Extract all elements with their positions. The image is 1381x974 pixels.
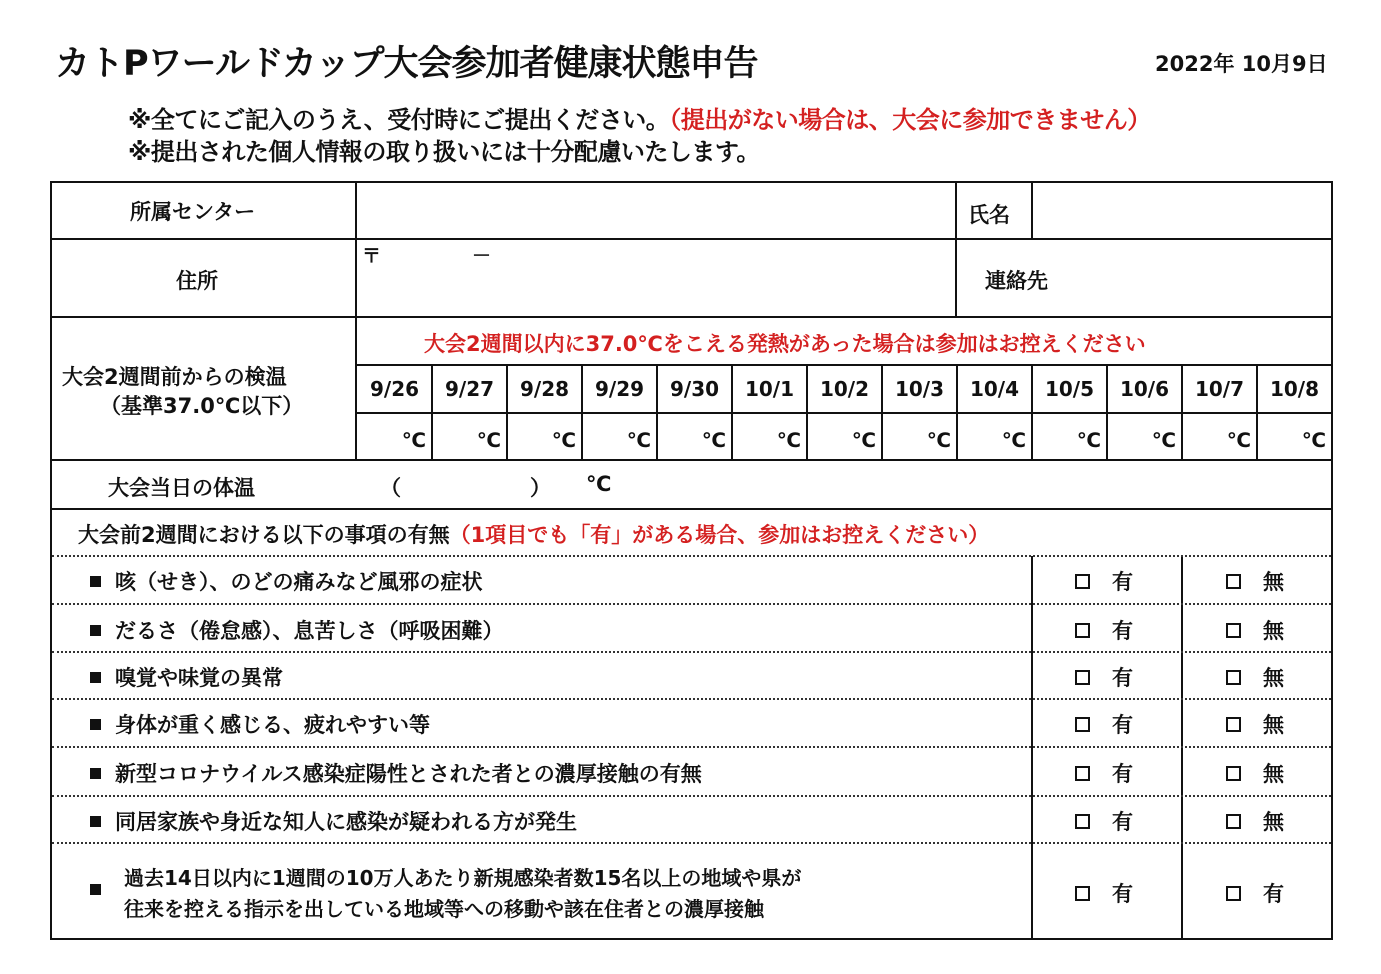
- temperature-input-cell[interactable]: ℃: [476, 428, 501, 452]
- temperature-input-cell[interactable]: ℃: [926, 428, 951, 452]
- checkbox-label: 有: [1112, 570, 1133, 594]
- symptom-text-line2: 往来を控える指示を出している地域等への移動や該在住者との濃厚接触: [124, 897, 764, 921]
- checkbox-label: 無: [1263, 570, 1284, 594]
- col-line: [355, 181, 357, 461]
- postal-mark: 〒: [362, 245, 382, 267]
- checkbox-label: 無: [1263, 713, 1284, 737]
- date-cell: 10/3: [894, 377, 945, 401]
- symptom-text: 身体が重く感じる、疲れやすい等: [115, 713, 430, 737]
- col-line: [1031, 181, 1033, 240]
- symptom-item: [90, 566, 483, 596]
- checkbox-yes[interactable]: [1075, 806, 1133, 836]
- name-label: 氏名: [968, 203, 1010, 227]
- symptom-item-bullet: [90, 878, 115, 902]
- date-cell: 10/8: [1269, 377, 1320, 401]
- bullet-square-icon: [90, 625, 101, 636]
- bullet-square-icon: [90, 768, 101, 779]
- checkbox-icon[interactable]: [1075, 886, 1090, 901]
- checkbox-label: 有: [1112, 882, 1133, 906]
- date-cell: 9/30: [669, 377, 720, 401]
- checkbox-label: 有: [1112, 810, 1133, 834]
- checkbox-icon[interactable]: [1226, 670, 1241, 685]
- day-temperature-label: 大会当日の体温: [108, 476, 255, 500]
- row-line: [50, 238, 1333, 240]
- address-field[interactable]: [358, 241, 954, 315]
- dotted-separator: [52, 842, 1331, 844]
- symptom-item: [90, 709, 430, 739]
- date-cell: 10/5: [1044, 377, 1095, 401]
- bullet-square-icon: [90, 816, 101, 827]
- checkbox-label: 有: [1112, 666, 1133, 690]
- checkbox-icon[interactable]: [1075, 670, 1090, 685]
- checkbox-label: 有: [1263, 882, 1284, 906]
- col-line: [955, 181, 957, 318]
- date-cell: 9/26: [369, 377, 420, 401]
- temperature-warning: 大会2週間以内に37.0℃をこえる発熱があった場合は参加はお控えください: [424, 332, 1146, 356]
- center-field[interactable]: [358, 184, 954, 237]
- temperature-criteria: （基準37.0℃以下）: [100, 394, 304, 418]
- symptom-item: [90, 758, 702, 788]
- temperature-input-cell[interactable]: ℃: [851, 428, 876, 452]
- checkbox-no[interactable]: [1226, 566, 1284, 596]
- checkbox-icon[interactable]: [1226, 766, 1241, 781]
- dotted-separator: [52, 651, 1331, 653]
- row-line: [50, 316, 1333, 318]
- temperature-input-cell[interactable]: ℃: [776, 428, 801, 452]
- checkbox-label: 有: [1112, 762, 1133, 786]
- dotted-separator: [52, 555, 1331, 557]
- symptom-text-line1: 過去14日以内に1週間の10万人あたり新規感染者数15名以上の地域や県が: [124, 866, 802, 890]
- instruction-note-1: [128, 100, 1151, 135]
- instruction-note-1-warning: （提出がない場合は、大会に参加できません）: [669, 106, 1151, 134]
- row-line: [50, 508, 1333, 510]
- symptom-text: 新型コロナウイルス感染症陽性とされた者との濃厚接触の有無: [115, 762, 702, 786]
- dotted-separator: [52, 603, 1331, 605]
- checkbox-label: 無: [1263, 762, 1284, 786]
- checkbox-yes[interactable]: [1075, 566, 1133, 596]
- symptom-item: [90, 806, 577, 836]
- symptoms-header-warning: （1項目でも「有」がある場合、参加はお控えください）: [449, 523, 990, 547]
- date-cell: 9/28: [519, 377, 570, 401]
- dotted-separator: [52, 698, 1331, 700]
- symptom-text: 嗅覚や味覚の異常: [115, 666, 283, 690]
- temperature-input-cell[interactable]: ℃: [1226, 428, 1251, 452]
- symptom-item: [90, 615, 504, 645]
- checkbox-icon[interactable]: [1226, 717, 1241, 732]
- form-date: 2022年 10月9日: [1155, 52, 1328, 76]
- checkbox-icon[interactable]: [1075, 814, 1090, 829]
- checkbox-label: 無: [1263, 619, 1284, 643]
- checkbox-yes[interactable]: [1075, 709, 1133, 739]
- bullet-square-icon: [90, 884, 101, 895]
- checkbox-yes[interactable]: [1075, 878, 1133, 908]
- bullet-square-icon: [90, 672, 101, 683]
- temperature-input-cell[interactable]: ℃: [1151, 428, 1176, 452]
- date-cell: 10/4: [969, 377, 1020, 401]
- symptoms-header-text: 大会前2週間における以下の事項の有無: [78, 523, 450, 547]
- center-label: 所属センター: [130, 200, 256, 224]
- checkbox-no[interactable]: [1226, 615, 1284, 645]
- symptom-text: 同居家族や身近な知人に感染が疑われる方が発生: [115, 810, 577, 834]
- dotted-separator: [52, 795, 1331, 797]
- symptom-text: だるさ（倦怠感）、息苦しさ（呼吸困難）: [115, 619, 504, 643]
- checkbox-no[interactable]: [1226, 662, 1284, 692]
- temperature-input-cell[interactable]: ℃: [551, 428, 576, 452]
- date-cell: 9/27: [444, 377, 495, 401]
- temperature-input-cell[interactable]: ℃: [401, 428, 426, 452]
- temperature-input-cell[interactable]: ℃: [701, 428, 726, 452]
- symptom-item: [90, 662, 283, 692]
- table-border-top: [50, 181, 1333, 183]
- checkbox-label: 無: [1263, 810, 1284, 834]
- instruction-note-2: ※提出された個人情報の取り扱いには十分配慮いたします。: [128, 138, 760, 166]
- symptoms-header: [78, 519, 989, 549]
- table-border-left: [50, 181, 52, 940]
- symptom-text: 咳（せき）、のどの痛みなど風邪の症状: [115, 570, 483, 594]
- date-cell: 10/7: [1194, 377, 1245, 401]
- checkbox-icon[interactable]: [1226, 623, 1241, 638]
- temperature-input-cell[interactable]: ℃: [1076, 428, 1101, 452]
- checkbox-no[interactable]: [1226, 806, 1284, 836]
- temperature-input-cell[interactable]: ℃: [626, 428, 651, 452]
- checkbox-label: 有: [1112, 713, 1133, 737]
- checkbox-icon[interactable]: [1226, 814, 1241, 829]
- checkbox-icon[interactable]: [1075, 623, 1090, 638]
- date-cell: 10/2: [819, 377, 870, 401]
- table-border-right: [1331, 181, 1333, 940]
- date-cell: 10/1: [744, 377, 795, 401]
- checkbox-yes[interactable]: [1075, 662, 1133, 692]
- date-cell: 10/6: [1119, 377, 1170, 401]
- temperature-input-cell[interactable]: ℃: [1301, 428, 1326, 452]
- checkbox-option-2[interactable]: [1226, 878, 1284, 908]
- instruction-note-1-text: ※全てにご記入のうえ、受付時にご提出ください。: [128, 106, 670, 134]
- postal-dash: －: [472, 245, 492, 267]
- table-border-bottom: [50, 938, 1333, 940]
- bullet-square-icon: [90, 719, 101, 730]
- row-line: [356, 364, 1333, 366]
- address-label: 住所: [176, 269, 218, 293]
- checkbox-icon[interactable]: [1226, 886, 1241, 901]
- checkbox-label: 無: [1263, 666, 1284, 690]
- checkbox-yes[interactable]: [1075, 615, 1133, 645]
- day-temperature-paren-close: ）: [530, 476, 551, 500]
- day-temperature-field[interactable]: [410, 466, 530, 502]
- row-line: [356, 412, 1333, 414]
- form-title: カトPワールドカップ大会参加者健康状態申告: [55, 44, 758, 84]
- checkbox-icon[interactable]: [1075, 574, 1090, 589]
- symptom-col-line: [1181, 556, 1183, 940]
- checkbox-icon[interactable]: [1075, 766, 1090, 781]
- symptom-col-line: [1031, 556, 1033, 940]
- day-temperature-paren-open: （: [380, 476, 401, 500]
- checkbox-no[interactable]: [1226, 758, 1284, 788]
- date-cell: 9/29: [594, 377, 645, 401]
- contact-field[interactable]: [958, 241, 1330, 315]
- temperature-label: 大会2週間前からの検温: [62, 365, 287, 389]
- temperature-input-cell[interactable]: ℃: [1001, 428, 1026, 452]
- contact-label: 連絡先: [985, 269, 1048, 293]
- bullet-square-icon: [90, 576, 101, 587]
- name-field[interactable]: [1034, 184, 1330, 237]
- checkbox-label: 有: [1112, 619, 1133, 643]
- dotted-separator: [52, 746, 1331, 748]
- checkbox-yes[interactable]: [1075, 758, 1133, 788]
- row-line: [50, 459, 1333, 461]
- checkbox-icon[interactable]: [1075, 717, 1090, 732]
- checkbox-no[interactable]: [1226, 709, 1284, 739]
- checkbox-icon[interactable]: [1226, 574, 1241, 589]
- day-temperature-unit: ℃: [586, 472, 612, 496]
